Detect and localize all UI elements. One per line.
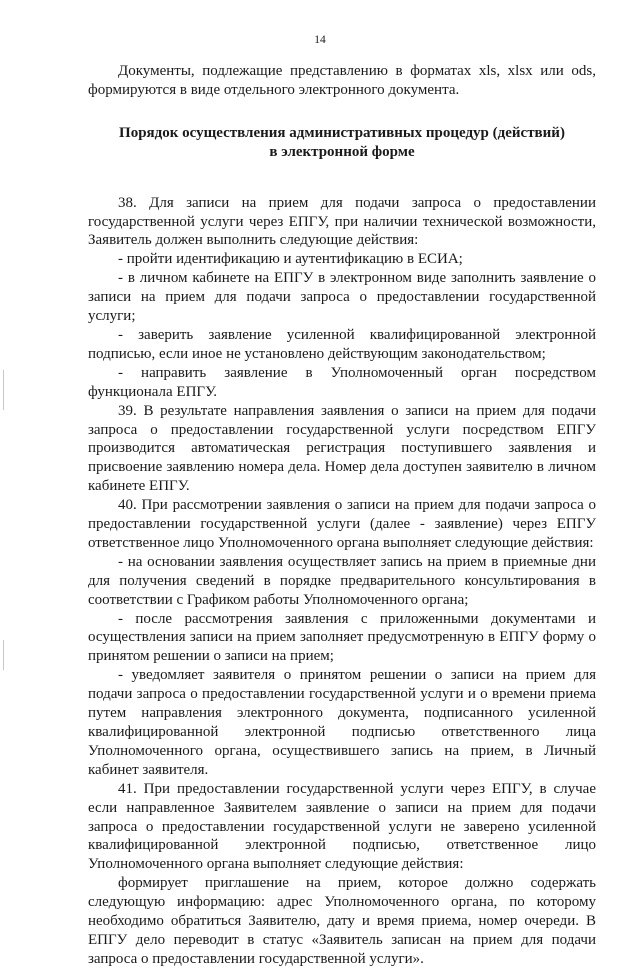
paragraph-41: 41. При предоставлении государственной услуги через ЕПГУ, в случае если направленное Заявителем заявление о записи на прием для подачи запроса о предоставлении государственной услуги не заверено усиленной квалифицированной электронной подписью, ответственное лицо Уполномоченного органа выполняет следующие действия: [88,780,596,873]
list-item-notify-applicant: - уведомляет заявителя о принятом решении о записи на прием для подачи запроса о предоставлении государственной услуги и о времени приема путем направления электронного документа, подписанного усиленной квалифицированной электронной подписью ответственного лица Уполномоченного органа, осуществившего запись на прием, в Личный кабинет заявителя. [88,667,596,778]
paragraph-list [88,194,596,969]
scan-edge-mark [3,640,4,670]
intro-paragraph: Документы, подлежащие представлению в форматах xls, xlsx или ods, формируются в виде отдельного электронного документа. [88,63,596,98]
list-item-send-application: - направить заявление в Уполномоченный орган посредством функционала ЕПГУ. [88,364,596,400]
scan-edge-mark [3,370,4,410]
paragraph-40: 40. При рассмотрении заявления о записи на прием для подачи запроса о предоставлении государственной услуги (далее - заявление) через ЕПГУ ответственное лицо Уполномоченного органа выполняет следующие действия: [88,497,596,551]
section-heading [88,124,596,162]
list-item-fill-application: - в личном кабинете на ЕПГУ в электронном виде заполнить заявление о записи на прием для подачи запроса о предоставлении государственной услуги; [88,270,596,325]
paragraph-38: 38. Для записи на прием для подачи запроса о предоставлении государственной услуги через ЕПГУ, при наличии технической возможности, Заявитель должен выполнить следующие действия: [88,194,596,249]
section-heading-line-1: Порядок осуществления административных процедур (действий) [119,124,565,141]
page-number: 14 [314,34,326,46]
paragraph-invitation: формирует приглашение на прием, которое должно содержать следующую информацию: адрес Уполномоченного органа, по которому необходимо обратиться Заявителю, дату и время приема, номер очереди. В ЕПГУ дело переводит в статус «Заявитель записан на прием для подачи запроса о предоставлении государственной услуги». [88,875,596,967]
list-item-fill-decision-form: - после рассмотрения заявления с приложенными документами и осуществления записи на прием заполняет предусмотренную в ЕПГУ форму о принятом решении о записи на прием; [88,610,596,665]
document-body [88,58,596,969]
section-heading-line-2: в электронной форме [269,143,415,160]
paragraph-39: 39. В результате направления заявления о записи на прием для подачи запроса о предоставлении государственной услуги посредством ЕПГУ производится автоматическая регистрация поступившего заявления и присвоение заявлению номера дела. Номер дела доступен заявителю в личном кабинете ЕПГУ. [88,402,596,495]
list-item-identification: - пройти идентификацию и аутентификацию в ЕСИА; [118,251,463,268]
list-item-sign-application: - заверить заявление усиленной квалифицированной электронной подписью, если иное не установлено действующим законодательством; [88,326,596,362]
list-item-schedule-appointment: - на основании заявления осуществляет запись на прием в приемные дни для получения сведений в порядке предварительного консультирования в соответствии с Графиком работы Уполномоченного органа; [88,553,596,608]
